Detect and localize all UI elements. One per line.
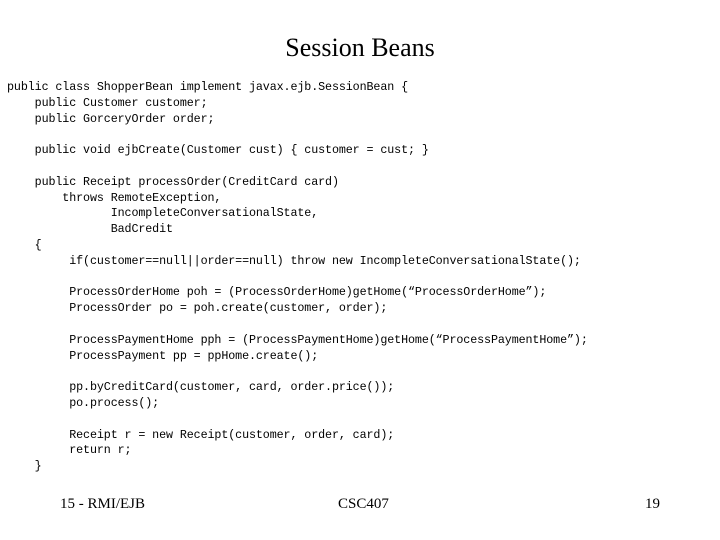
code-line	[7, 270, 712, 286]
code-line: ProcessOrder po = poh.create(customer, order);	[7, 301, 388, 316]
code-line	[7, 317, 712, 333]
code-line: {	[7, 237, 42, 252]
code-line: public class ShopperBean implement javax.ejb.SessionBean {	[7, 80, 408, 94]
code-line: po.process();	[7, 395, 160, 410]
code-line: public void ejbCreate(Customer cust) { customer = cust; }	[7, 143, 429, 158]
code-line: public Receipt processOrder(CreditCard card)	[7, 174, 339, 189]
code-line: ProcessPayment pp = ppHome.create();	[7, 348, 319, 363]
code-line: return r;	[7, 443, 132, 458]
code-line: Receipt r = new Receipt(customer, order, card);	[7, 427, 395, 442]
code-line: }	[7, 459, 42, 474]
code-block	[7, 80, 712, 475]
code-line: ProcessOrderHome poh = (ProcessOrderHome)getHome(“ProcessOrderHome”);	[7, 285, 547, 300]
slide-title: Session Beans	[285, 33, 435, 62]
code-line	[7, 127, 712, 143]
footer-course-code: CSC407	[338, 496, 389, 512]
code-line: public GorceryOrder order;	[7, 111, 215, 126]
code-line: throws RemoteException,	[7, 190, 222, 205]
code-line: public Customer customer;	[7, 95, 208, 110]
code-line: pp.byCreditCard(customer, card, order.price());	[7, 380, 395, 395]
code-line	[7, 412, 712, 428]
code-line: ProcessPaymentHome pph = (ProcessPaymentHome)getHome(“ProcessPaymentHome”);	[7, 332, 588, 347]
footer-page-number: 19	[645, 496, 660, 512]
code-line: IncompleteConversationalState,	[7, 206, 319, 221]
code-line: BadCredit	[7, 222, 173, 237]
footer-course-section: 15 - RMI/EJB	[60, 496, 146, 512]
code-line: if(customer==null||order==null) throw new IncompleteConversationalState();	[7, 253, 581, 268]
code-line	[7, 364, 712, 380]
code-line	[7, 159, 712, 175]
